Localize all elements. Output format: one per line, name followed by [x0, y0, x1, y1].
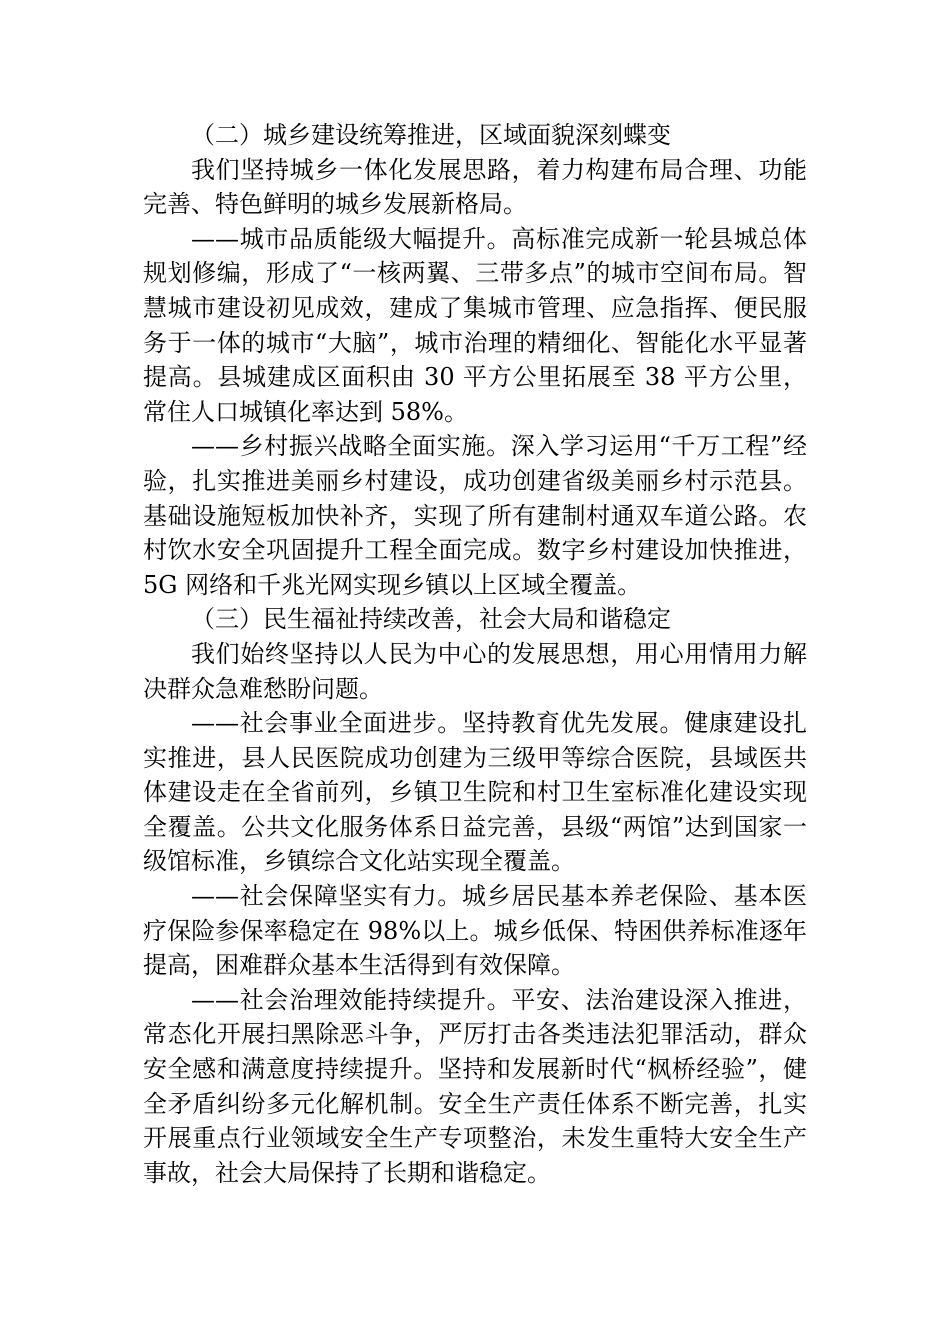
section-heading-urban-rural: （二）城乡建设统筹推进，区域面貌深刻蝶变: [191, 121, 671, 149]
document-page: [143, 118, 807, 1190]
paragraph-social-governance: ——社会治理效能持续提升。平安、法治建设深入推进，常态化开展扫黑除恶斗争，严厉打击各类违法犯罪活动，群众安全感和满意度持续提升。坚持和发展新时代“枫桥经验”，健全矛盾纠纷多元化解机制。安全生产责任体系不断完善，扎实开展重点行业领域安全生产专项整治，未发生重特大安全生产事故，社会大局保持了长期和谐稳定。: [143, 985, 807, 1187]
paragraph-social-undertakings: ——社会事业全面进步。坚持教育优先发展。健康建设扎实推进，县人民医院成功创建为三级甲等综合医院，县域医共体建设走在全省前列，乡镇卫生院和村卫生室标准化建设实现全覆盖。公共文化服务体系日益完善，县级“两馆”达到国家一级馆标准，乡镇综合文化站实现全覆盖。: [143, 709, 807, 876]
section-heading-livelihood: （三）民生福祉持续改善，社会大局和谐稳定: [191, 605, 671, 634]
paragraph-rural-revitalization: ——乡村振兴战略全面实施。深入学习运用“千万工程”经验，扎实推进美丽乡村建设，成功创建省级美丽乡村示范县。基础设施短板加快补齐，实现了所有建制村通双车道公路。农村饮水安全巩固提升工程全面完成。数字乡村建设加快推进，5G 网络和千兆光网实现乡镇以上区域全覆盖。: [143, 432, 807, 599]
paragraph-social-security: ——社会保障坚实有力。城乡居民基本养老保险、基本医疗保险参保率稳定在 98%以上。城乡低保、特困供养标准逐年提高，困难群众基本生活得到有效保障。: [143, 882, 807, 980]
paragraph-intro-livelihood: 我们始终坚持以人民为中心的发展思想，用心用情用力解决群众急难愁盼问题。: [143, 639, 807, 703]
paragraph-intro-urban-rural: 我们坚持城乡一体化发展思路，着力构建布局合理、功能完善、特色鲜明的城乡发展新格局。: [143, 155, 807, 219]
paragraph-city-quality: ——城市品质能级大幅提升。高标准完成新一轮县城总体规划修编，形成了“一核两翼、三带多点”的城市空间布局。智慧城市建设初见成效，建成了集城市管理、应急指挥、便民服务于一体的城市“大脑”，城市治理的精细化、智能化水平显著提高。县城建成区面积由 30 平方公里拓展至 38 平方公里，常住人口城镇化率达到 58%。: [143, 224, 807, 426]
